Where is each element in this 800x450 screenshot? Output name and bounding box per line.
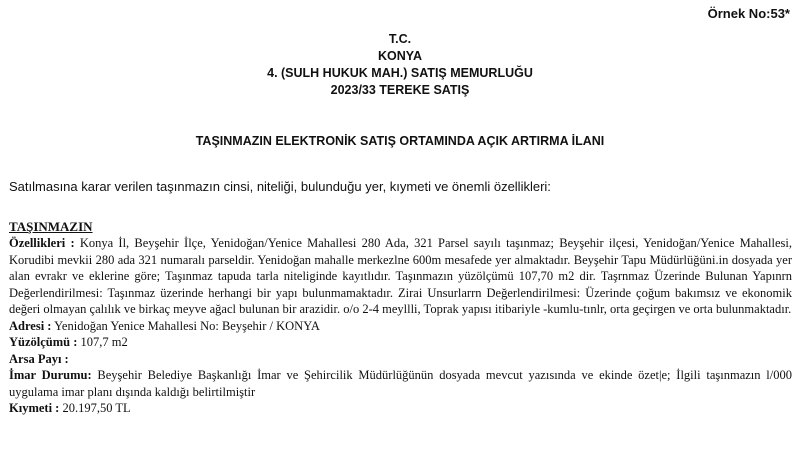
field-value: Konya İl, Beyşehir İlçe, Yenidoğan/Yenice Mahallesi 280 Ada, 321 Parsel sayılı taşınmaz; Beyşehir ilçesi, Yenidoğan/Yenice Mahallesi, Korudibi mevkii 280 ada 321 numaralı parseldir. Yenidoğan mahalle merkezlne 600m mesafede yer almaktadır. Beyşehir Tapu Müdürlüğüni.in dosyada yer alan evrakr ve eklerine göre; Taşınmaz tapuda tarla niteliginde kayıtlıdır. Taşınmazın yüzölçümü 107,70 m2 dir. Taşrnmaz Üzerinde Bulunan Yapınrn Değerlendirilmesi: Taşınmaz üzerinde herhangi bir yapı bulunmamaktadır. Zirai Unsurlarrn Değerlendirilmesi: Üzerinde çoğum bakımsız ve ekonomik değeri olmayan çalılık ve birkaç meyve ağacl bulunan bir arazidir. o/o 2-4 meyllli, Toprak yapısı itibariyle -kumlu-tınlr, orta geçirgen ve orta bulunmaktadır. (9, 236, 793, 316)
document-header (0, 31, 800, 99)
field-label: İmar Durumu: (9, 368, 92, 382)
sample-number: Örnek No:53* (707, 6, 790, 21)
field-kiymeti (9, 400, 792, 417)
intro-text: Satılmasına karar verilen taşınmazın cinsi, niteliği, bulunduğu yer, kıymeti ve önemli özellikleri: (9, 179, 551, 194)
field-value: 107,7 m2 (80, 335, 128, 349)
field-label: Özellikleri : (9, 236, 75, 250)
field-label: Kıymeti : (9, 401, 60, 415)
header-line-city: KONYA (378, 49, 422, 63)
section-heading: TAŞINMAZIN (9, 219, 93, 234)
field-value: Yenidoğan Yenice Mahallesi No: Beyşehir / KONYA (54, 318, 320, 333)
field-value: 20.197,50 TL (62, 401, 131, 415)
field-adresi (9, 318, 792, 335)
field-yuzolcumu (9, 334, 792, 351)
header-line-tc: T.C. (388, 32, 412, 46)
header-line-office: 4. (SULH HUKUK MAH.) SATIŞ MEMURLUĞU (267, 66, 533, 80)
field-value: Beyşehir Belediye Başkanlığı İmar ve Şehircilik Müdürlüğünün dosyada mevcut yazısında ve ekinde özet|e; İlgili taşınmazın l/000 uygulama imar planı dışında kaldığı belirtilmiştir (9, 368, 792, 399)
field-ozellikleri (9, 235, 792, 318)
field-label: Yüzölçümü : (9, 335, 78, 349)
property-section (9, 218, 792, 417)
field-label: Arsa Payı : (9, 351, 69, 366)
field-label: Adresi : (9, 318, 52, 333)
announcement-title: TAŞINMAZIN ELEKTRONİK SATIŞ ORTAMINDA AÇIK ARTIRMA İLANI (195, 134, 605, 148)
field-imar-durumu (9, 367, 792, 400)
header-line-case: 2023/33 TEREKE SATIŞ (330, 83, 470, 97)
field-arsa-payi (9, 351, 792, 368)
